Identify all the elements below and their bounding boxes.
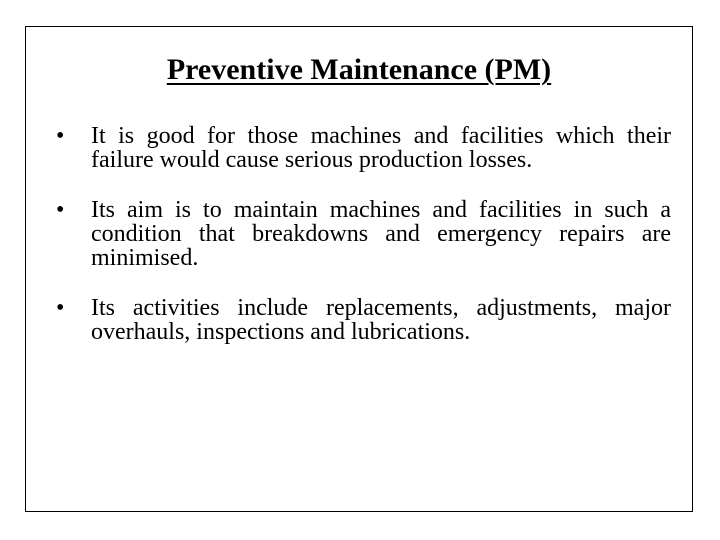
bullet-item-1 (26, 124, 692, 172)
slide-frame (25, 26, 693, 512)
bullet-text: Its aim is to maintain machines and facilities in such a condition that breakdowns and emergency repairs are minimised. (91, 197, 671, 271)
bullet-icon: • (56, 197, 65, 223)
bullet-text: Its activities include replacements, adjustments, major overhauls, inspections and lubrications. (91, 295, 671, 345)
bullet-item-3 (26, 296, 692, 344)
bullet-icon: • (56, 123, 65, 149)
bullet-item-2 (26, 198, 692, 270)
bullet-list (26, 124, 692, 370)
slide-title: Preventive Maintenance (PM) (166, 53, 552, 86)
bullet-icon: • (56, 295, 65, 321)
bullet-text: It is good for those machines and facilities which their failure would cause serious production losses. (91, 123, 671, 173)
